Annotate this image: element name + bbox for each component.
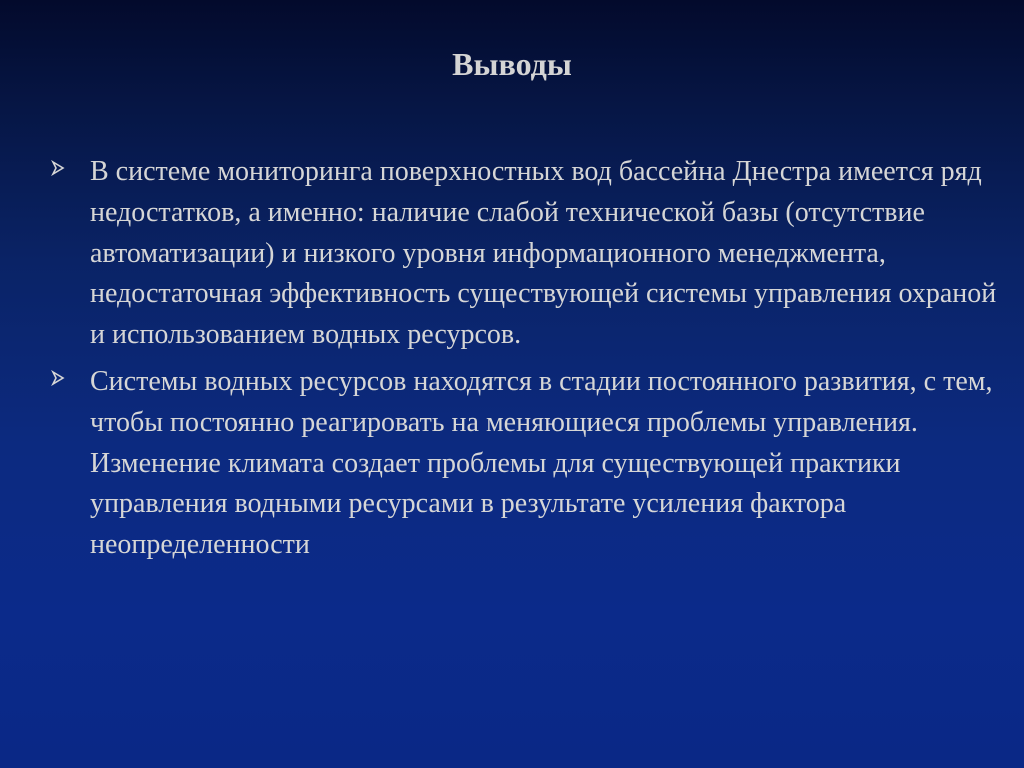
bullet-list (50, 152, 1010, 566)
bullet-text: Системы водных ресурсов находятся в стадии постоянного развития, с тем, чтобы постоянно реагировать на меняющиеся проблемы управления. Изменение климата создает проблемы для существующей практики управления водными ресурсами в результате усиления фактора неопределенности (90, 365, 993, 561)
bullet-text: В системе мониторинга поверхностных вод бассейна Днестра имеется ряд недостатков, а именно: наличие слабой технической базы (отсутствие автоматизации) и низкого уровня информационного менеджмента, недостаточная эффективность существующей системы управления охраной и использованием водных ресурсов. (90, 156, 997, 351)
bullet-item (50, 152, 1010, 356)
bullet-item (50, 362, 1010, 566)
arrowhead-bullet-icon (50, 160, 66, 176)
slide-title: Выводы (452, 46, 572, 82)
arrowhead-bullet-icon (50, 370, 66, 386)
